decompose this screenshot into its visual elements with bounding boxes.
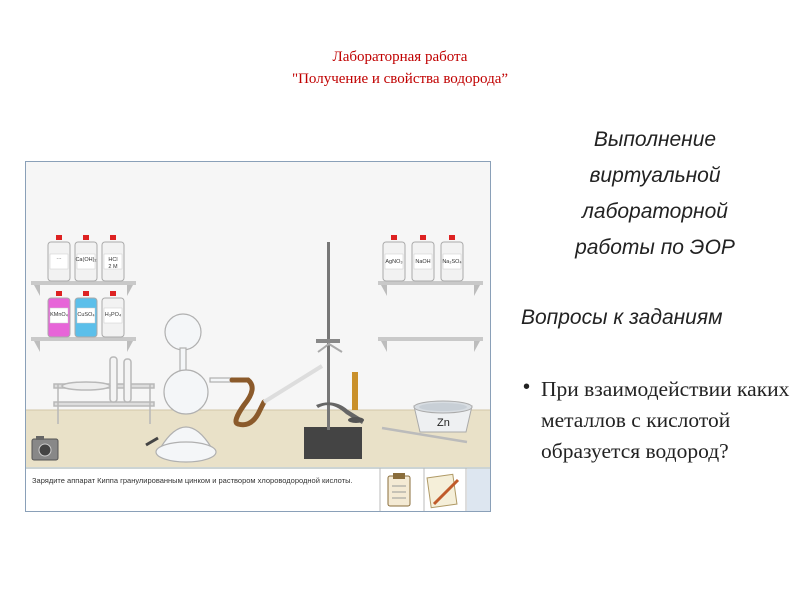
- clipboard-icon: [388, 473, 410, 506]
- bottle-label-1: ···: [56, 256, 62, 262]
- bottle-label-hcl: HCl: [108, 257, 118, 263]
- camera-icon: [32, 436, 58, 460]
- bottle-label-naoh: NaOH: [415, 259, 431, 265]
- virtual-lab-screenshot: [25, 161, 491, 512]
- caption-line-4: работы по ЭОР: [575, 236, 735, 259]
- bottle-label-h3po4: H₃PO₄: [104, 312, 122, 318]
- zinc-label: Zn: [437, 417, 450, 429]
- bottle-label-hcl-conc: 2 M: [108, 264, 118, 270]
- status-instruction-text: Зарядите аппарат Киппа гранулированным цинком и раствором хлороводородной кислоты.: [32, 476, 353, 485]
- notebook-pen-icon: [427, 474, 458, 507]
- questions-heading: Вопросы к заданиям: [521, 306, 723, 329]
- bottle-label-cuso4: CuSO₄: [77, 312, 95, 318]
- lab-scene: [26, 162, 491, 512]
- bottle-naoh: [412, 235, 434, 281]
- question-bullet-text: При взаимодействии каких металлов с кислотой образуется водород?: [541, 377, 790, 463]
- caption-line-2: виртуальной: [589, 164, 721, 187]
- bottle-label-agno3: AgNO₃: [385, 259, 403, 265]
- slide-title-line2: "Получение и свойства водорода”: [291, 71, 509, 87]
- bottle-label-caoh2: Ca(OH)₂: [75, 257, 97, 263]
- execution-caption: [520, 122, 790, 266]
- bottle-label-na2so4: Na₂SO₄: [442, 259, 462, 265]
- bottle-na2so4: [441, 235, 463, 281]
- bullet-marker: •: [523, 376, 531, 398]
- caption-line-1: Выполнение: [593, 128, 717, 151]
- bottle-agno3: [383, 235, 405, 281]
- caption-line-3: лабораторной: [582, 200, 728, 223]
- bottle-label-kmno4: KMnO₄: [50, 312, 68, 318]
- slide-title-line1: Лабораторная работа: [332, 49, 468, 65]
